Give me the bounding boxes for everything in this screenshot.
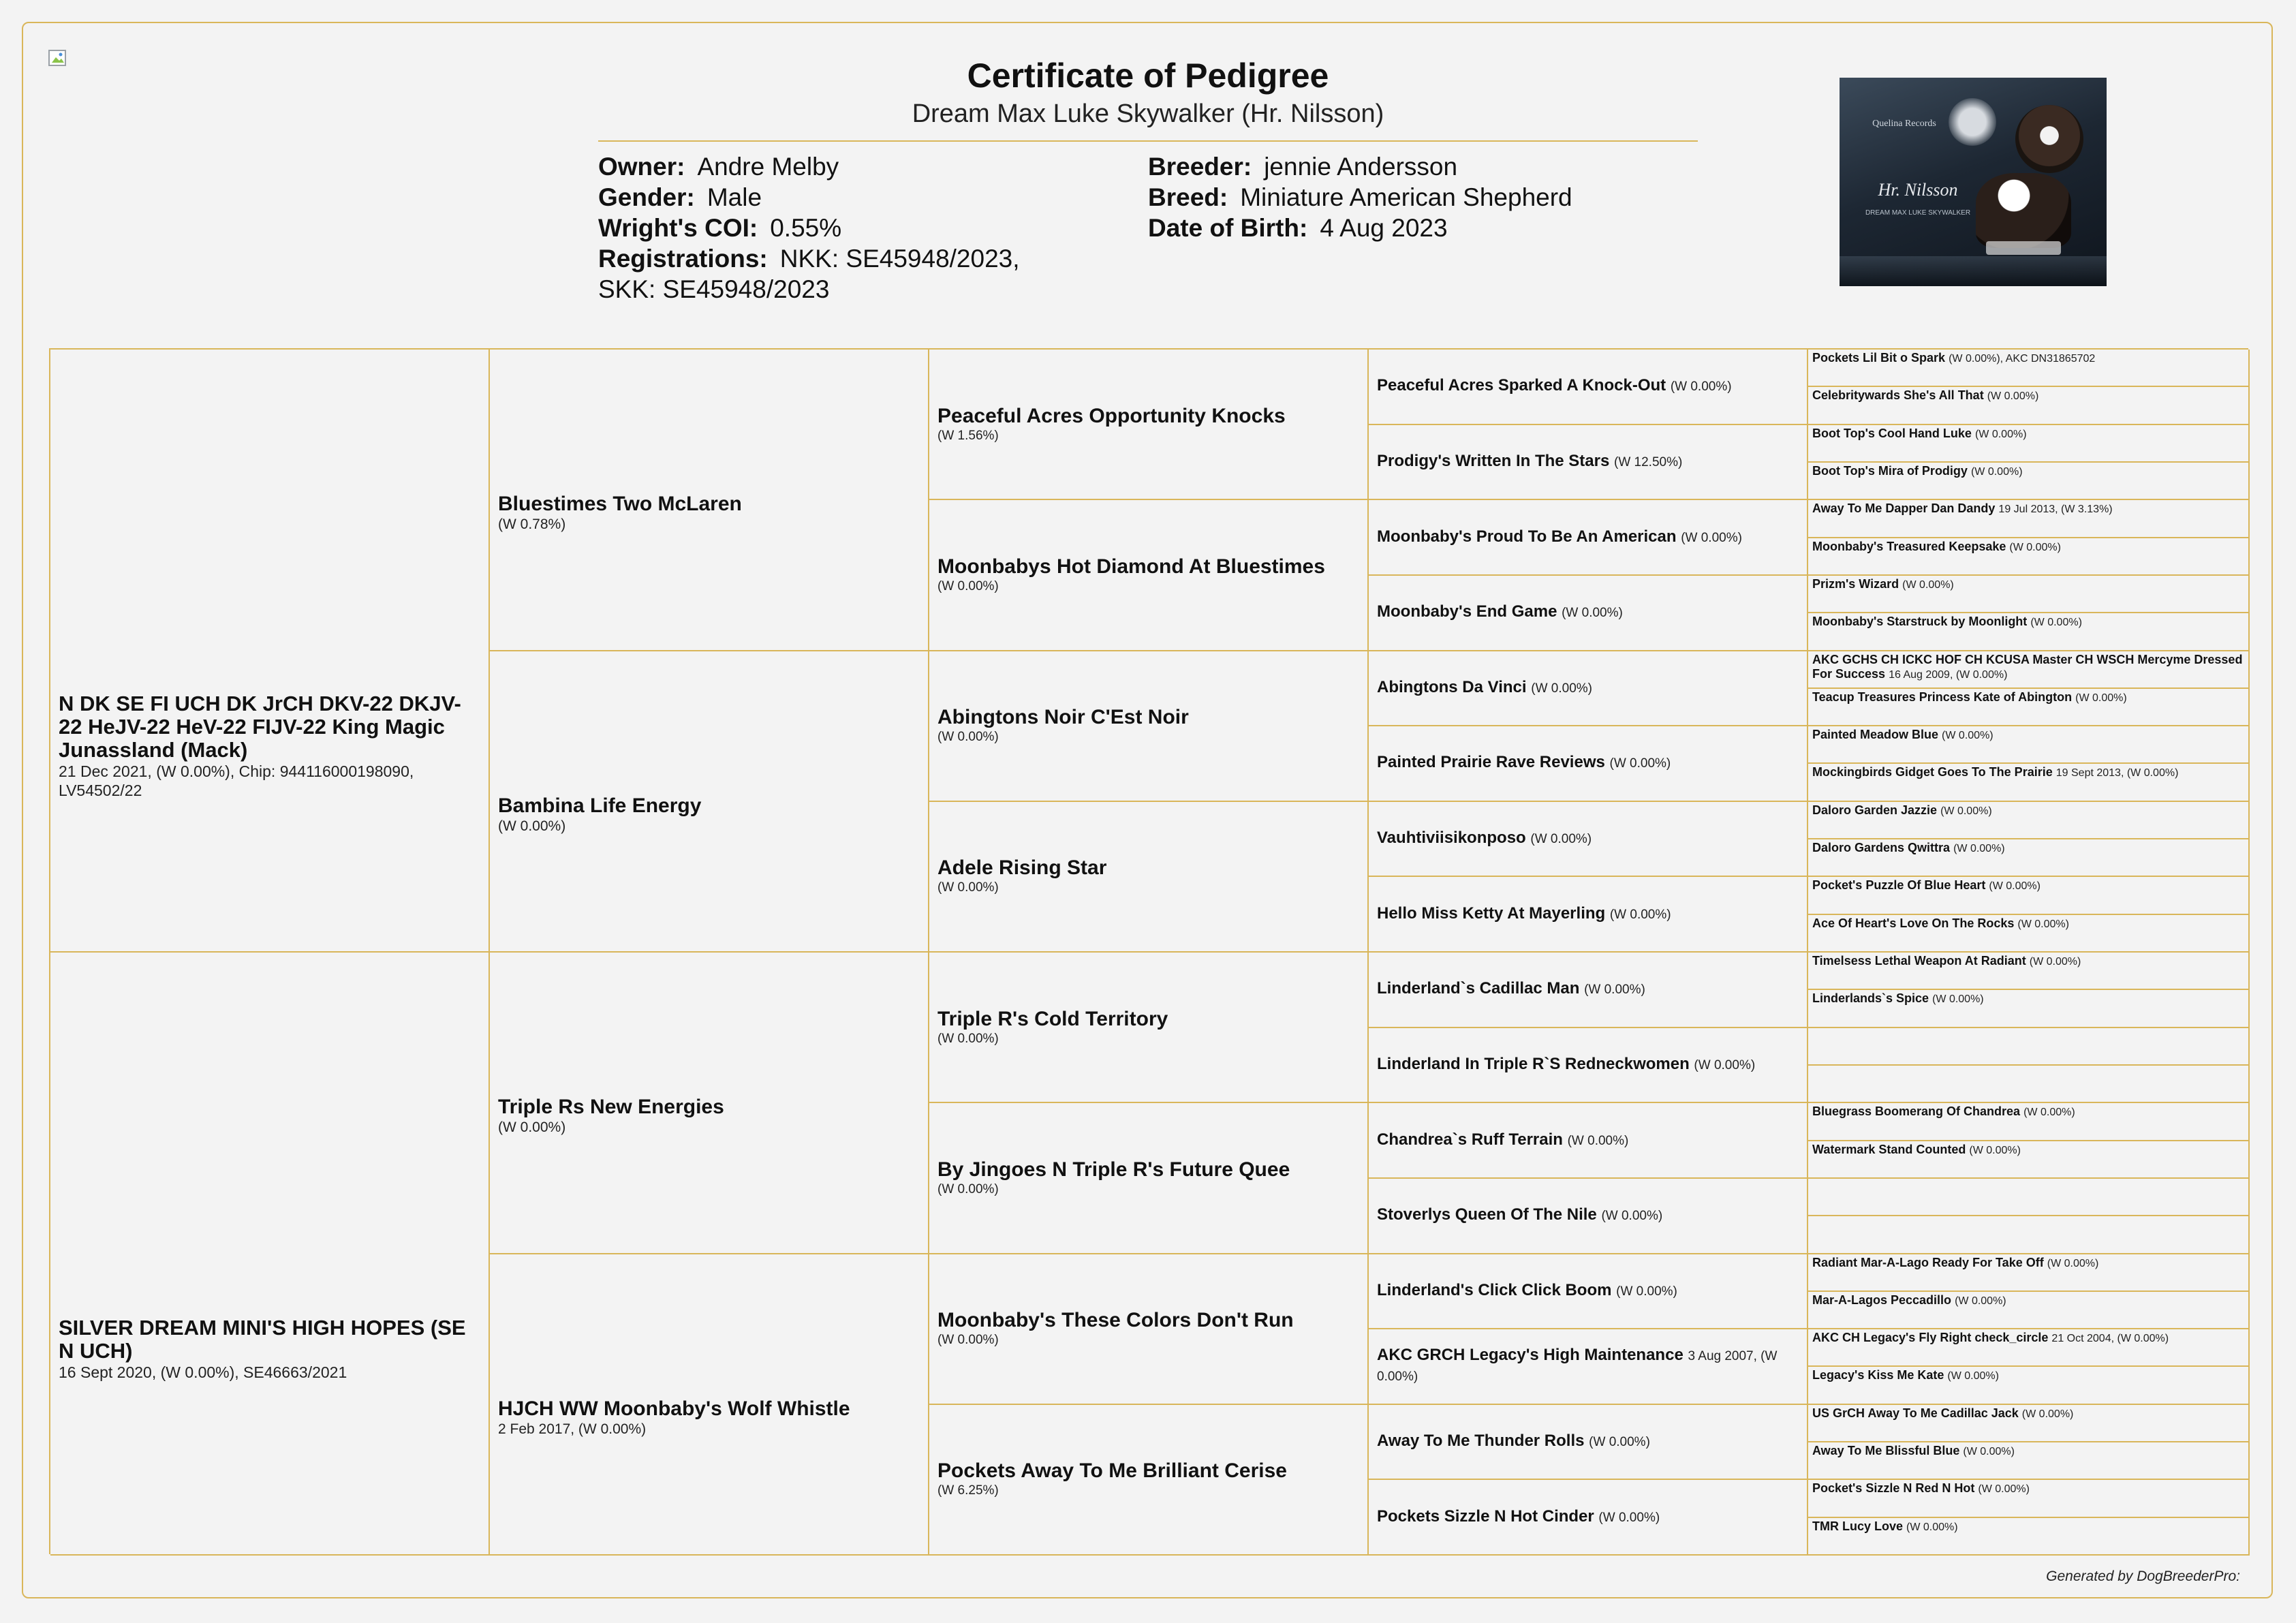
pedigree-cell-gen5 (1808, 877, 2250, 914)
dog-details-text: (W 0.00%) (2023, 1107, 2075, 1119)
owner-value: Andre Melby (697, 153, 839, 181)
pedigree-cell-gen3 (929, 350, 1369, 500)
pedigree-cell-gen5 (1808, 1292, 2250, 1329)
dog-name-text: Pocket's Sizzle N Red N Hot (1812, 1481, 1975, 1496)
dog-entry (1812, 653, 2244, 682)
dog-entry (1812, 916, 2244, 931)
dog-name-text: Bambina Life Energy (498, 794, 702, 817)
photo-script-text: Hr. Nilsson (1878, 180, 1958, 200)
dog-name-text: Painted Meadow Blue (1812, 728, 1939, 742)
pedigree-cell-gen5 (1808, 1480, 2250, 1517)
dog-name-text: Timelsess Lethal Weapon At Radiant (1812, 954, 2026, 968)
dog-details-text: (W 0.00%) (2017, 918, 2069, 930)
dog-entry (1812, 1104, 2244, 1119)
dog-entry (1377, 1055, 1799, 1075)
pedigree-cell-gen4 (1369, 1329, 1808, 1405)
pedigree-cell-gen4 (1369, 1254, 1808, 1330)
dog-details-text: (W 0.78%) (498, 516, 566, 533)
dog-name-text: Triple R's Cold Territory (937, 1007, 1168, 1030)
dog-entry (1812, 991, 2244, 1006)
pedigree-cell-gen5 (1808, 1103, 2250, 1141)
pedigree-cell-gen5 (1808, 1254, 2250, 1292)
info-left-column (598, 151, 1116, 305)
dog-entry (1812, 501, 2244, 516)
dog-name-text: Radiant Mar-A-Lago Ready For Take Off (1812, 1255, 2044, 1269)
dog-details-text: (W 0.00%) (1531, 681, 1592, 696)
dog-entry (1812, 1143, 2244, 1158)
dog-head-shape (2015, 105, 2083, 173)
dog-details-text: (W 0.00%) (2075, 692, 2127, 704)
dog-name-text: Mockingbirds Gidget Goes To The Prairie (1812, 765, 2053, 779)
dog-name-text: N DK SE FI UCH DK JrCH DKV-22 DKJV-22 HeJV-22 HeV-22 FIJV-22 King Magic Junassland (Mack) (59, 691, 461, 762)
pedigree-cell-gen5 (1808, 953, 2250, 990)
dog-details-text: (W 0.00%) (1974, 428, 2027, 440)
dog-details-text: (W 6.25%) (937, 1483, 999, 1498)
dog-entry (1377, 1281, 1799, 1301)
dog-details-text: (W 0.00%) (1902, 578, 1954, 591)
pedigree-cell-gen4 (1369, 726, 1808, 802)
pedigree-cell-gen4 (1369, 953, 1808, 1028)
dog-entry (1812, 351, 2244, 366)
dog-name-text: Pockets Away To Me Brilliant Cerise (937, 1459, 1287, 1483)
dog-details-text: (W 0.00%) (1589, 1435, 1650, 1450)
dog-details-text: (W 0.00%) (1955, 1295, 2006, 1307)
dog-name-text: AKC GRCH Legacy's High Maintenance (1377, 1346, 1684, 1365)
generated-by-footer: Generated by DogBreederPro: (2046, 1568, 2240, 1584)
pedigree-cell-gen5 (1808, 915, 2250, 953)
dog-name-text: HJCH WW Moonbaby's Wolf Whistle (498, 1397, 850, 1420)
gender-label: Gender: (598, 183, 695, 211)
dog-details-text: (W 0.00%) (1932, 993, 1984, 1006)
dog-name-text: Watermark Stand Counted (1812, 1142, 1966, 1156)
pedigree-table (49, 348, 2248, 1554)
dog-name-text: Moonbaby's Proud To Be An American (1377, 527, 1677, 546)
dog-details-text: (W 0.00%) (1584, 983, 1645, 998)
dog-details-text: (W 0.00%) (937, 880, 999, 895)
dog-details-text: 21 Oct 2004, (W 0.00%) (2051, 1333, 2169, 1345)
dog-entry (1812, 464, 2244, 479)
pedigree-cell-gen4 (1369, 1179, 1808, 1254)
dog-details-text: (W 0.00%) (1694, 1057, 1756, 1072)
dog-details-text: (W 0.00%) (2029, 956, 2081, 968)
dog-name-text: Peaceful Acres Opportunity Knocks (937, 404, 1286, 427)
pedigree-cell-gen1 (50, 953, 490, 1556)
pedigree-cell-gen5 (1808, 538, 2250, 576)
dog-entry (1377, 527, 1799, 548)
photo-caption: DREAM MAX LUKE SKYWALKER (1865, 209, 1971, 217)
dog-entry (1812, 803, 2244, 818)
dog-name-text: AKC GCHS CH ICKC HOF CH KCUSA Master CH WSCH Mercyme Dressed For Success (1812, 652, 2243, 681)
owner-label: Owner: (598, 153, 685, 181)
dog-details-text: (W 0.00%) (2047, 1257, 2099, 1269)
pedigree-cell-gen3 (929, 802, 1369, 953)
pedigree-cell-gen4 (1369, 1480, 1808, 1556)
breeder-label: Breeder: (1148, 153, 1252, 181)
dog-name-text: Mar-A-Lagos Peccadillo (1812, 1293, 1952, 1307)
dog-body-shape (1976, 173, 2071, 248)
dog-details-text: (W 0.00%) (1970, 465, 2023, 478)
dog-name-text: Pockets Sizzle N Hot Cinder (1377, 1506, 1594, 1526)
dog-details-text: (W 0.00%) (937, 1181, 999, 1196)
coi-label: Wright's COI: (598, 214, 758, 242)
dog-details-text: (W 0.00%) (1601, 1209, 1663, 1224)
dog-name-text: US GrCH Away To Me Cadillac Jack (1812, 1406, 2019, 1420)
dog-entry (1377, 452, 1799, 472)
dog-details-text: (W 0.00%) (1963, 1446, 2015, 1458)
pedigree-cell-gen2 (490, 953, 929, 1254)
dog-details-text: (W 0.00%) (1953, 843, 2005, 855)
header-divider (598, 140, 1698, 142)
pedigree-cell-gen5 (1808, 1442, 2250, 1480)
photo-moon (1949, 98, 1996, 146)
dog-details-text: (W 0.00%) (937, 1333, 999, 1348)
dog-details-text: (W 0.00%) (1530, 832, 1592, 847)
dog-details-text: 21 Dec 2021, (W 0.00%), Chip: 944116000198090, LV54502/22 (59, 762, 414, 799)
pedigree-cell-gen3 (929, 1103, 1369, 1254)
pedigree-cell-gen5 (1808, 463, 2250, 500)
dog-details-text: (W 0.00%) (1681, 530, 1742, 545)
dog-entry (1812, 615, 2244, 630)
dog-entry (1812, 1406, 2244, 1421)
dog-photo (1840, 78, 2107, 286)
pedigree-cell-gen5 (1808, 387, 2250, 424)
dog-name: Dream Max Luke Skywalker (Hr. Nilsson) (912, 99, 1384, 128)
dog-name-text: Celebritywards She's All That (1812, 388, 1984, 403)
dog-name-text: Linderlands`s Spice (1812, 991, 1929, 1006)
dog-name-text: SILVER DREAM MINI'S HIGH HOPES (SE N UCH) (59, 1315, 466, 1363)
dog-name-text: Hello Miss Ketty At Mayerling (1377, 903, 1606, 923)
dog-details-text: (W 0.00%) (937, 578, 999, 593)
dog-entry (1812, 1444, 2244, 1459)
dog-name-text: Stoverlys Queen Of The Nile (1377, 1205, 1597, 1224)
dog-entry (1812, 728, 2244, 743)
dog-name-text: Painted Prairie Rave Reviews (1377, 753, 1605, 772)
dog-name-text: Legacy's Kiss Me Kate (1812, 1368, 1944, 1382)
pedigree-cell-gen5 (1808, 689, 2250, 726)
dog-name-text: Away To Me Blissful Blue (1812, 1444, 1960, 1458)
breeder-value: jennie Andersson (1264, 153, 1458, 181)
dog-entry (1377, 1346, 1799, 1387)
dog-details-text: (W 0.00%) (1609, 907, 1671, 922)
pedigree-cell-gen5 (1808, 1179, 2250, 1216)
dog-name-text: Moonbabys Hot Diamond At Bluestimes (937, 555, 1325, 578)
dog-name-text: Prodigy's Written In The Stars (1377, 451, 1610, 470)
dog-entry (1812, 1481, 2244, 1496)
dog-name-text: Away To Me Thunder Rolls (1377, 1432, 1585, 1451)
dog-entry (1812, 1331, 2244, 1346)
pedigree-cell-gen2 (490, 651, 929, 953)
dog-name-text: Chandrea`s Ruff Terrain (1377, 1130, 1563, 1149)
pedigree-cell-gen5 (1808, 1518, 2250, 1556)
pedigree-cell-gen5 (1808, 500, 2250, 538)
dog-entry (1812, 388, 2244, 403)
dog-details-text: (W 0.00%) (1969, 1144, 2021, 1156)
dog-name-text: Abingtons Da Vinci (1377, 677, 1527, 696)
pedigree-cell-gen4 (1369, 1028, 1808, 1104)
dog-entry (1377, 678, 1799, 698)
dog-name-text: Triple Rs New Energies (498, 1096, 724, 1119)
dog-name-text: Vauhtiviisikonposo (1377, 829, 1526, 848)
dog-details-text: (W 0.00%) (498, 818, 566, 834)
coi-row (598, 213, 1116, 243)
pedigree-cell-gen4 (1369, 877, 1808, 953)
certificate-title: Certificate of Pedigree (967, 57, 1329, 95)
dog-entry (1812, 954, 2244, 969)
dog-details-text: (W 1.56%) (937, 428, 999, 443)
pedigree-cell-gen4 (1369, 1103, 1808, 1179)
dog-details-text: (W 0.00%) (2021, 1408, 2074, 1420)
dog-name-text: Abingtons Noir C'Est Noir (937, 706, 1189, 729)
dog-entry (1377, 1205, 1799, 1226)
dog-details-text: (W 12.50%) (1614, 454, 1683, 469)
dog-name-text: By Jingoes N Triple R's Future Quee (937, 1158, 1290, 1181)
pedigree-cell-gen5 (1808, 1141, 2250, 1179)
dog-entry (1377, 829, 1799, 849)
dog-entry (1377, 1130, 1799, 1151)
dog-details-text: (W 0.00%) (498, 1119, 566, 1136)
dog-name-text: Linderland's Click Click Boom (1377, 1280, 1612, 1299)
dog-name-text: Pockets Lil Bit o Spark (1812, 351, 1946, 365)
dog-details-text: (W 0.00%) (2009, 541, 2061, 553)
dog-details-text: (W 0.00%) (1567, 1133, 1629, 1148)
pedigree-cell-gen4 (1369, 425, 1808, 501)
pedigree-cell-gen4 (1369, 350, 1808, 425)
pedigree-cell-gen5 (1808, 726, 2250, 764)
pedigree-cell-gen5 (1808, 425, 2250, 463)
dog-details-text: (W 0.00%) (1562, 606, 1623, 621)
dog-entry (1812, 1368, 2244, 1383)
photo-logo-text: Quelina Records (1872, 119, 1936, 129)
dog-entry (1377, 1507, 1799, 1528)
breed-label: Breed: (1148, 183, 1228, 211)
pedigree-cell-gen5 (1808, 990, 2250, 1027)
pedigree-cell-gen5 (1808, 651, 2250, 689)
dog-details-text: (W 0.00%) (1940, 805, 1992, 817)
dog-name-text: Prizm's Wizard (1812, 576, 1899, 591)
dog-name-text: Peaceful Acres Sparked A Knock-Out (1377, 376, 1666, 395)
pedigree-cell-gen3 (929, 651, 1369, 802)
dog-details-text: (W 0.00%) (1978, 1483, 2030, 1496)
dog-details-text: (W 0.00%) (1942, 730, 1994, 742)
dog-details-text: (W 0.00%) (1947, 1370, 1999, 1382)
dog-name-text: Moonbaby's Starstruck by Moonlight (1812, 615, 2028, 629)
dog-name-text: Daloro Garden Jazzie (1812, 803, 1938, 817)
pedigree-cell-gen4 (1369, 1405, 1808, 1481)
pedigree-cell-gen1 (50, 350, 490, 953)
dog-name-text: Linderland`s Cadillac Man (1377, 979, 1580, 998)
dog-entry (1377, 1432, 1799, 1452)
dob-label: Date of Birth: (1148, 214, 1308, 242)
dog-details-text: (W 0.00%), AKC DN31865702 (1949, 353, 2096, 365)
pedigree-cell-gen5 (1808, 1329, 2250, 1367)
gender-row (598, 182, 1116, 213)
pedigree-cell-gen5 (1808, 1028, 2250, 1066)
registrations-label: Registrations: (598, 245, 768, 273)
dog-details-text: (W 0.00%) (937, 730, 999, 745)
breed-row (1148, 182, 1693, 213)
pedigree-cell-gen5 (1808, 1367, 2250, 1404)
pedigree-cell-gen3 (929, 500, 1369, 651)
dog-details-text: 19 Jul 2013, (W 3.13%) (1998, 504, 2113, 516)
pedigree-cell-gen5 (1808, 576, 2250, 613)
dog-details-text: (W 0.00%) (1670, 380, 1732, 395)
dog-entry (1812, 878, 2244, 893)
dog-name-text: Bluegrass Boomerang Of Chandrea (1812, 1104, 2021, 1119)
breeder-row (1148, 151, 1693, 182)
pedigree-cell-gen5 (1808, 802, 2250, 839)
dog-name-text: Boot Top's Cool Hand Luke (1812, 426, 1972, 440)
pedigree-cell-gen5 (1808, 1066, 2250, 1103)
dog-name-text: Moonbaby's These Colors Don't Run (937, 1309, 1294, 1332)
owner-row (598, 151, 1116, 182)
dog-name-text: Away To Me Dapper Dan Dandy (1812, 501, 1996, 516)
dog-entry (1812, 765, 2244, 780)
dog-entry (1812, 427, 2244, 442)
dog-details-text: (W 0.00%) (1989, 880, 2041, 893)
dog-name-text: Moonbaby's End Game (1377, 602, 1557, 621)
pedigree-cell-gen5 (1808, 764, 2250, 801)
dog-name-text: Bluestimes Two McLaren (498, 493, 742, 516)
info-right-column (1148, 151, 1693, 243)
dog-entry (1377, 602, 1799, 623)
pedigree-cell-gen3 (929, 1254, 1369, 1405)
registrations-row (598, 243, 1075, 305)
dog-details-text: (W 0.00%) (1609, 756, 1671, 771)
pedigree-cell-gen5 (1808, 839, 2250, 877)
registrations-value: NKK: SE45948/2023, SKK: SE45948/2023 (598, 245, 1020, 303)
dog-entry (1377, 376, 1799, 397)
dog-name-text: Boot Top's Mira of Prodigy (1812, 463, 1968, 478)
coi-value: 0.55% (770, 214, 842, 242)
dog-entry (1812, 690, 2244, 705)
dog-details-text: 2 Feb 2017, (W 0.00%) (498, 1421, 647, 1437)
dog-name-text: Moonbaby's Treasured Keepsake (1812, 539, 2006, 553)
dog-details-text: 16 Sept 2020, (W 0.00%), SE46663/2021 (59, 1363, 347, 1381)
pedigree-cell-gen3 (929, 953, 1369, 1103)
pedigree-cell-gen4 (1369, 500, 1808, 576)
dog-entry (1377, 979, 1799, 1000)
pedigree-cell-gen2 (490, 350, 929, 651)
dog-details-text: 16 Aug 2009, (W 0.00%) (1889, 668, 2008, 681)
dog-name-text: Teacup Treasures Princess Kate of Abington (1812, 690, 2073, 704)
dog-entry (1377, 904, 1799, 925)
pedigree-cell-gen4 (1369, 651, 1808, 727)
dog-entry (1812, 841, 2244, 856)
dog-entry (1377, 753, 1799, 773)
dog-details-text: (W 0.00%) (1987, 390, 2039, 403)
dog-name-text: Linderland In Triple R`S Redneckwomen (1377, 1054, 1690, 1073)
dog-details-text: (W 0.00%) (1616, 1284, 1677, 1299)
dog-details-text: (W 0.00%) (2030, 617, 2082, 629)
gender-value: Male (707, 183, 762, 211)
dob-row (1148, 213, 1693, 243)
dog-details-text: (W 0.00%) (937, 1031, 999, 1046)
dog-details-text: (W 0.00%) (1598, 1510, 1660, 1525)
dog-entry (1812, 1256, 2244, 1271)
pedigree-cell-gen4 (1369, 576, 1808, 651)
dog-name-text: Ace Of Heart's Love On The Rocks (1812, 916, 2015, 930)
dog-entry (1812, 540, 2244, 555)
pedigree-cell-gen5 (1808, 613, 2250, 651)
pedigree-cell-gen5 (1808, 1405, 2250, 1442)
dog-name-text: TMR Lucy Love (1812, 1519, 1904, 1533)
dog-name-text: Pocket's Puzzle Of Blue Heart (1812, 878, 1986, 893)
breed-value: Miniature American Shepherd (1240, 183, 1572, 211)
pedigree-cell-gen3 (929, 1405, 1369, 1556)
photo-reflection (1840, 256, 2107, 286)
dog-name-text: Adele Rising Star (937, 856, 1107, 880)
dog-entry (1812, 1519, 2244, 1534)
dog-entry (1812, 1293, 2244, 1308)
dog-entry (1812, 577, 2244, 592)
pedigree-cell-gen4 (1369, 802, 1808, 878)
dog-legs-shape (1986, 241, 2061, 255)
dog-name-text: AKC CH Legacy's Fly Right check_circle (1812, 1331, 2049, 1345)
pedigree-cell-gen5 (1808, 1216, 2250, 1254)
dog-details-text: (W 0.00%) (1906, 1521, 1958, 1533)
pedigree-cell-gen5 (1808, 350, 2250, 387)
dog-name-text: Daloro Gardens Qwittra (1812, 841, 1951, 855)
pedigree-cell-gen2 (490, 1254, 929, 1556)
dog-details-text: 19 Sept 2013, (W 0.00%) (2055, 767, 2179, 779)
dob-value: 4 Aug 2023 (1320, 214, 1448, 242)
dog-details-text: 3 Aug 2007, (W 0.00%) (1377, 1349, 1778, 1385)
